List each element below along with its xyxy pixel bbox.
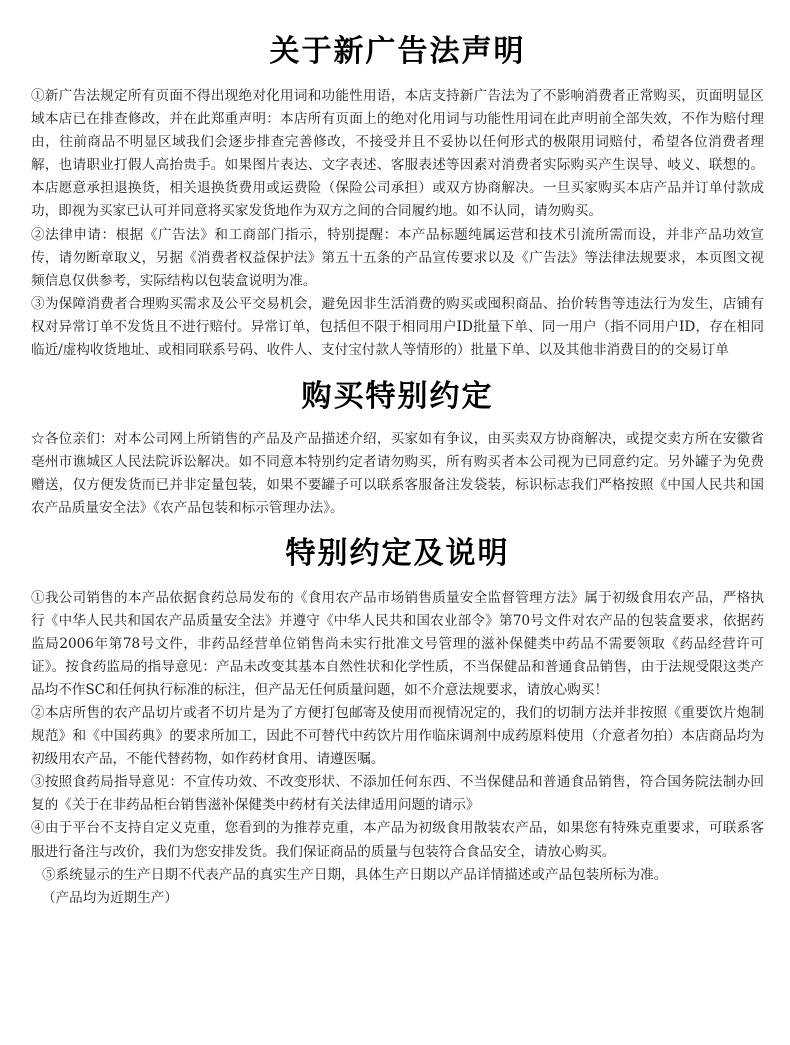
production-date-note: （产品均为近期生产） — [42, 889, 178, 906]
special-notes-paragraph-4: ④由于平台不支持自定义克重，您看到的为推荐克重，本产品为初级食用散装农产品，如果您有特殊克重要求，可联系客服进行备注与改价，我们为您安排发货。我们保证商品的质量与包装符合食品安全，请放心购买。 — [31, 820, 764, 860]
special-notes-paragraph-5 — [31, 864, 764, 910]
section-title-ad-law: 关于新广告法声明 — [269, 34, 526, 69]
special-notes-paragraph-1: ①我公司销售的本产品依据食药总局发布的《食用农产品市场销售质量安全监督管理方法》属于初级食用农产品，严格执行《中华人民共和国农产品质量安全法》并遵守《中华人民共和国农业部令》第70号文件对农产品的包装盒要求，依据药监局2006年第78号文件，非药品经营单位销售尚未实行批准文号管理的滋补保健类中药品不需要领取《药品经营许可证》。按食药监局的指导意见：产品未改变其基本自然性状和化学性质，不当保健品和普通食品销售，由于法规受限这类产品均不作SC和任何执行标准的标注，但产品无任何质量问题，如不介意法规要求，请放心购买！ — [31, 589, 764, 698]
special-notes-paragraph-3: ③按照食药局指导意见：不宣传功效、不改变形状、不添加任何东西、不当保健品和普通食品销售，符合国务院法制办回复的《关于在非药品柜台销售滋补保健类中药材有关法律适用问题的请示》 — [31, 774, 764, 814]
section-title-purchase-agreement: 购买特别约定 — [301, 379, 494, 415]
ad-law-paragraph-1: ①新广告法规定所有页面不得出现绝对化用词和功能性用语，本店支持新广告法为了不影响消费者正常购买，页面明显区域本店已在排查修改，并在此郑重声明：本店所有页面上的绝对化用词与功能性用词在此声明前全部失效，不作为赔付理由，往前商品不明显区域我们会逐步排查完善修改，不接受并且不妥协以任何形式的极限用词赔付，希望各位消费者理解，也请职业打假人高抬贵手。如果图片表达、文字表述、客服表述等因素对消费者实际购买产生误导、岐义、联想的。本店愿意承担退换货，相关退换货费用或运费险（保险公司承担）或双方协商解决。一旦买家购买本店产品并订单付款成功，即视为买家已认可并同意将买家发货地作为双方之间的合同履约地。如不认同，请勿购买。 — [31, 88, 764, 220]
ad-law-paragraph-2: ②法律申请：根据《广告法》和工商部门指示，特别提醒：本产品标题纯属运营和技术引流所需而设，并非产品功效宣传，请勿断章取义，另据《消费者权益保护法》第五十五条的产品宣传要求以及《广告法》等法律法规要求，本页图文视频信息仅供参考，实际结构以包装盒说明为准。 — [31, 226, 764, 289]
purchase-agreement-paragraph: ☆各位亲们：对本公司网上所销售的产品及产品描述介绍，买家如有争议，由买卖双方协商解决，或提交卖方所在安徽省亳州市谯城区人民法院诉讼解决。如不同意本特别约定者请勿购买，所有购买者本公司视为已同意约定。另外罐子为免费赠送，仅方便发货而已并非定量包装，如果不要罐子可以联系客服备注发袋装，标识标志我们严格按照《中国人民共和国农产品质量安全法》《农产品包装和标示管理办法》。 — [31, 431, 764, 517]
special-notes-paragraph-2: ②本店所售的农产品切片或者不切片是为了方便打包邮寄及使用而视情况定的，我们的切制方法并非按照《重要饮片炮制规范》和《中国药典》的要求所加工，因此不可替代中药饮片用作临床调剂中成药原料使用（介意者勿拍）本店商品均为初级用农产品，不能代替药物，如作药材食用、请遵医嘱。 — [31, 704, 764, 768]
ad-law-paragraph-3: ③为保障消费者合理购买需求及公平交易机会，避免因非生活消费的购买或囤积商品、抬价转售等违法行为发生，店铺有权对异常订单不发货且不进行赔付。异常订单，包括但不限于相同用户ID批量下单、同一用户（指不同用户ID，存在相同临近/虚构收货地址、或相同联系号码、收件人、支付宝付款人等情形的）批量下单、以及其他非消费目的的交易订单 — [31, 295, 764, 359]
production-date-text: ⑤系统显示的生产日期不代表产品的真实生产日期，具体生产日期以产品详情描述或产品包装所标为准。 — [42, 866, 668, 883]
section-title-special-notes: 特别约定及说明 — [285, 535, 510, 571]
